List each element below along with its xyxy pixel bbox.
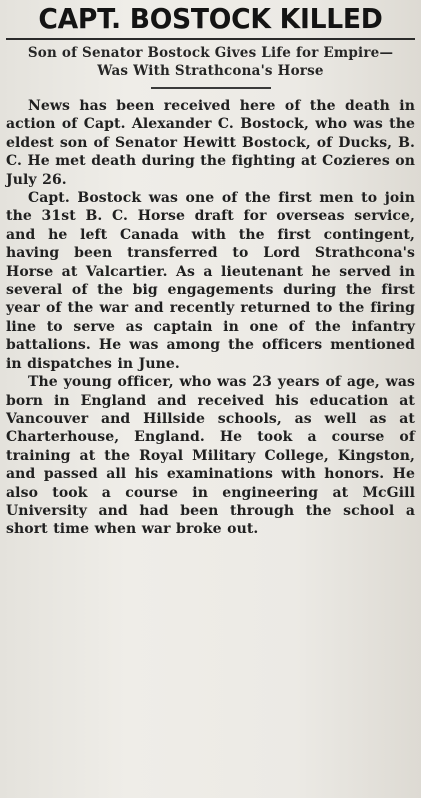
subheadline: Son of Senator Bostock Gives Life for Empire—Was With Strathcona's Horse <box>27 45 394 79</box>
paragraph-2: Capt. Bostock was one of the first men to join the 31st B. C. Horse draft for overseas service, and he left Canada with the first contingent, having been transferred to Lord Strathcona's Horse at Valcartier. As a lieutenant he served in several of the big engagements during the first year of the war and recently returned to the firing line to serve as captain in one of the infantry battalions. He was among the officers mentioned in dispatches in June. <box>6 190 415 372</box>
paragraph-1: News has been received here of the death in action of Capt. Alexander C. Bostock, who was the eldest son of Senator Hewitt Bostock, of Ducks, B. C. He met death during the fighting at Cozieres on July 26. <box>6 98 415 188</box>
paragraph-3: The young officer, who was 23 years of age, was born in England and received his education at Vancouver and Hillside schools, as well as at Charterhouse, England. He took a course of training at the Royal Military College, Kingston, and passed all his examinations with honors. He also took a course in engineering at McGill University and had been through the school a short time when war broke out. <box>6 374 415 538</box>
headline: CAPT. BOSTOCK KILLED <box>38 2 383 35</box>
section-divider <box>151 87 271 89</box>
article-body <box>6 97 415 539</box>
headline-rule <box>6 38 415 40</box>
